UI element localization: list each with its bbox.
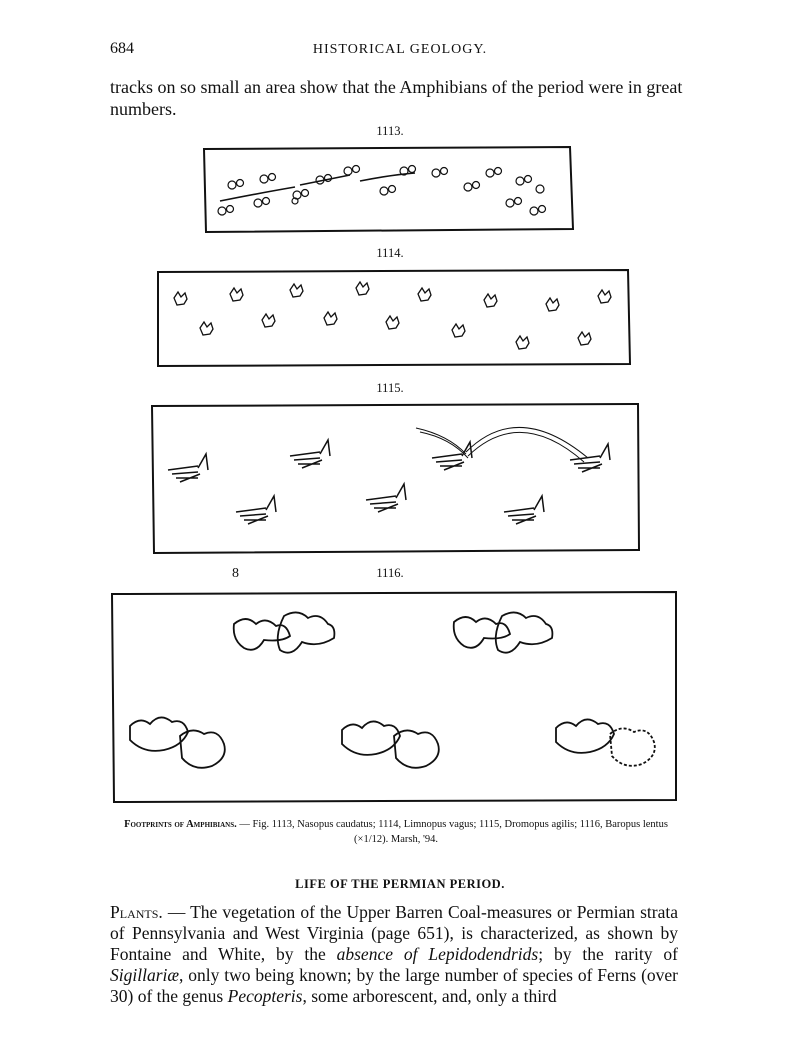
figure-label-1116: 1116. (376, 566, 404, 580)
body-text-4: , some arborescent, and, only a third (302, 986, 557, 1006)
plate-letter: 8 (232, 566, 239, 581)
slab-outline (158, 270, 630, 366)
footprint-group (168, 440, 610, 524)
body-text-2: ; by the rarity of (538, 944, 678, 964)
figure-1114-slab (154, 266, 634, 370)
body-emphasis-3: Pecopteris (227, 986, 303, 1006)
caption-text: — Fig. 1113, Nasopus caudatus; 1114, Limnopus vagus; 1115, Dromopus agilis; 1116, Baropus lentus (×1/12). Marsh, '94. (236, 819, 668, 845)
intro-paragraph: tracks on so small an area show that the Amphibians of the period were in great numbers. (110, 77, 683, 119)
figure-label-1114: 1114. (376, 246, 404, 260)
page-number: 684 (110, 40, 134, 57)
body-paragraph (110, 902, 678, 1007)
figure-label-1115: 1115. (376, 381, 404, 395)
slab-outline (112, 592, 676, 802)
slab-outline (152, 404, 639, 553)
body-emphasis-1: absence of Lepidodendrids (336, 944, 539, 964)
figure-caption (107, 817, 685, 847)
footprint-group (130, 612, 655, 767)
figure-1113-slab (200, 143, 578, 235)
body-text-1: — The vegetation of the Upper Barren Coal-measures or Permian strata of Pennsylvania and West Virginia (page 651), is characterized, as shown by Fontaine and White, by the (110, 902, 678, 964)
running-head: HISTORICAL GEOLOGY. (312, 42, 488, 57)
section-heading: LIFE OF THE PERMIAN PERIOD. (295, 877, 505, 891)
figure-1116-slab (104, 586, 684, 808)
figure-1115-slab (148, 400, 644, 558)
body-text-3: , only two being known; by the large number of species of Ferns (over 30) of the genus (110, 965, 678, 1006)
body-emphasis-2: Sigillariæ (110, 965, 180, 985)
paragraph-lead: Plants. (110, 902, 163, 922)
caption-lead: Footprints of Amphibians. (124, 819, 237, 830)
figure-label-1113: 1113. (376, 124, 404, 138)
footprint-row (218, 166, 546, 216)
footprint-row (174, 282, 611, 349)
